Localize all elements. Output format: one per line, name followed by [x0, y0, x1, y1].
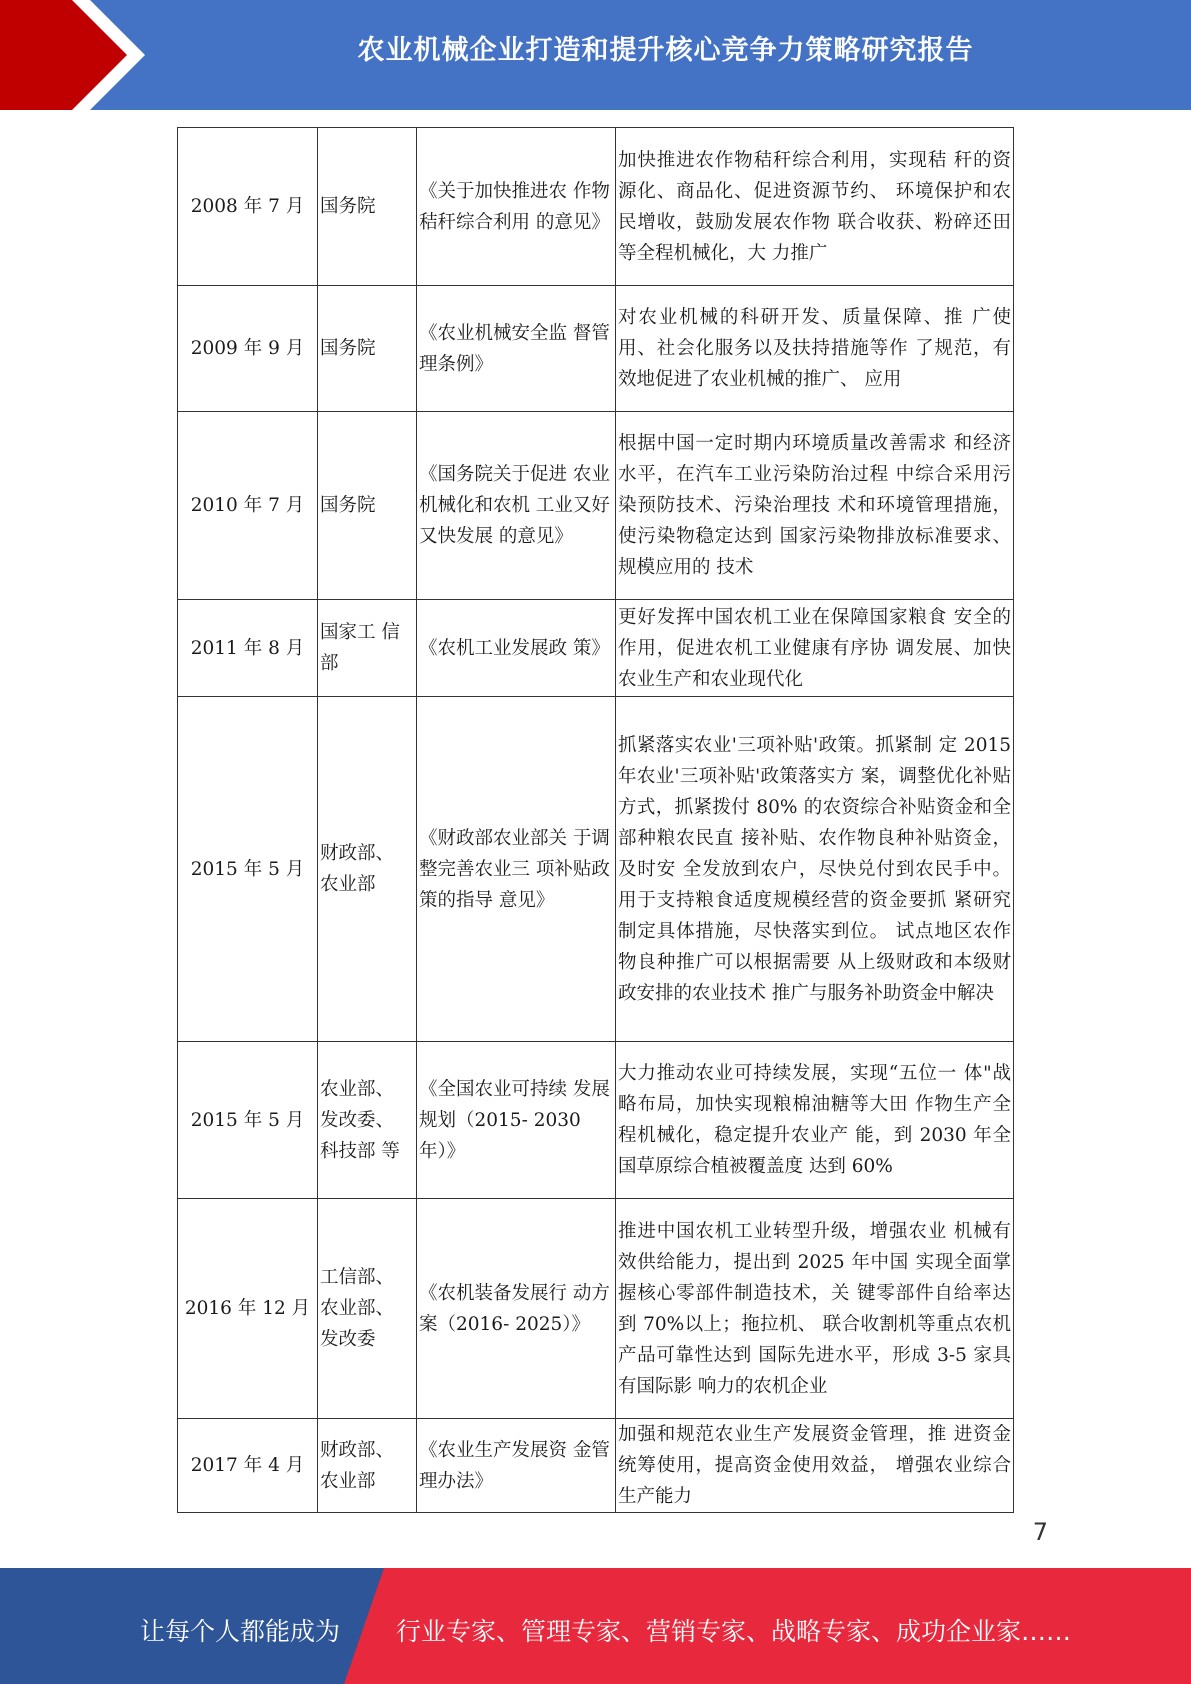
- department-cell: 国务院: [318, 286, 417, 412]
- policy-content-cell: 大力推动农业可持续发展，实现“五位一 体"战略布局，加快实现粮棉油糖等大田 作物生产全程机械化，稳定提升农业产 能，到 2030 年全国草原综合植被覆盖度 达到 60%: [616, 1042, 1014, 1199]
- date-cell: 2015 年 5 月: [178, 1042, 318, 1199]
- date-cell: 2010 年 7 月: [178, 412, 318, 600]
- policy-title-cell: 《关于加快推进农 作物秸秆综合利用 的意见》: [417, 128, 616, 286]
- report-title: 农业机械企业打造和提升核心竞争力策略研究报告: [357, 35, 974, 66]
- table-row: [178, 286, 1014, 412]
- date-cell: 2008 年 7 月: [178, 128, 318, 286]
- department-cell: 工信部、 农业部、 发改委: [318, 1199, 417, 1419]
- date-cell: 2015 年 5 月: [178, 697, 318, 1042]
- table-row: [178, 1042, 1014, 1199]
- page-header: [0, 0, 1191, 110]
- department-cell: 农业部、 发改委、 科技部 等: [318, 1042, 417, 1199]
- policy-table: [177, 127, 1014, 1513]
- policy-table-container: [177, 127, 1013, 1513]
- department-cell: 财政部、 农业部: [318, 1419, 417, 1513]
- table-row: [178, 412, 1014, 600]
- policy-title-cell: 《农业机械安全监 督管理条例》: [417, 286, 616, 412]
- department-cell: 财政部、 农业部: [318, 697, 417, 1042]
- table-row: [178, 1199, 1014, 1419]
- table-row: [178, 1419, 1014, 1513]
- policy-title-cell: 《农机工业发展政 策》: [417, 600, 616, 697]
- date-cell: 2009 年 9 月: [178, 286, 318, 412]
- table-row: [178, 128, 1014, 286]
- policy-title-cell: 《农业生产发展资 金管理办法》: [417, 1419, 616, 1513]
- page-footer: [0, 1568, 1191, 1684]
- policy-title-cell: 《农机装备发展行 动方案（2016- 2025）》: [417, 1199, 616, 1419]
- policy-title-cell: 《全国农业可持续 发展规划（2015- 2030 年）》: [417, 1042, 616, 1199]
- department-cell: 国务院: [318, 412, 417, 600]
- table-row: [178, 600, 1014, 697]
- policy-title-cell: 《国务院关于促进 农业机械化和农机 工业又好又快发展 的意见》: [417, 412, 616, 600]
- page-number: 7: [1032, 1518, 1048, 1546]
- date-cell: 2017 年 4 月: [178, 1419, 318, 1513]
- date-cell: 2011 年 8 月: [178, 600, 318, 697]
- policy-title-cell: 《财政部农业部关 于调整完善农业三 项补贴政策的指导 意见》: [417, 697, 616, 1042]
- footer-slogan-left: 让每个人都能成为: [140, 1617, 341, 1646]
- date-cell: 2016 年 12 月: [178, 1199, 318, 1419]
- policy-content-cell: 推进中国农机工业转型升级，增强农业 机械有效供给能力，提出到 2025 年中国 实现全面掌握核心零部件制造技术，关 键零部件自给率达到 70%以上；拖拉机、 联合收割机等重点农机产品可靠性达到 国际先进水平，形成 3-5 家具有国际影 响力的农机企业: [616, 1199, 1014, 1419]
- policy-content-cell: 根据中国一定时期内环境质量改善需求 和经济水平，在汽车工业污染防治过程 中综合采用污染预防技术、污染治理技 术和环境管理措施，使污染物稳定达到 国家污染物排放标准要求、规模应用的 技术: [616, 412, 1014, 600]
- department-cell: 国务院: [318, 128, 417, 286]
- policy-content-cell: 加强和规范农业生产发展资金管理，推 进资金统筹使用，提高资金使用效益， 增强农业综合生产能力: [616, 1419, 1014, 1513]
- footer-slogan-right: 行业专家、管理专家、营销专家、战略专家、成功企业家……: [396, 1617, 1072, 1646]
- policy-content-cell: 更好发挥中国农机工业在保障国家粮食 安全的作用，促进农机工业健康有序协 调发展、加快农业生产和农业现代化: [616, 600, 1014, 697]
- policy-content-cell: 加快推进农作物秸秆综合利用，实现秸 秆的资源化、商品化、促进资源节约、 环境保护和农民增收，鼓励发展农作物 联合收获、粉碎还田等全程机械化，大 力推广: [616, 128, 1014, 286]
- table-row: [178, 697, 1014, 1042]
- policy-content-cell: 抓紧落实农业'三项补贴'政策。抓紧制 定 2015 年农业'三项补贴'政策落实方 案，调整优化补贴方式，抓紧拨付 80% 的农资综合补贴资金和全部种粮农民直 接补贴、农作物良种补贴资金，及时安 全发放到农户，尽快兑付到农民手中。 用于支持粮食适度规模经营的资金要抓 紧研究制定具体措施，尽快落实到位。 试点地区农作物良种推广可以根据需要 从上级财政和本级财政安排的农业技术 推广与服务补助资金中解决: [616, 697, 1014, 1042]
- policy-content-cell: 对农业机械的科研开发、质量保障、推 广使用、社会化服务以及扶持措施等作 了规范，有效地促进了农业机械的推广、 应用: [616, 286, 1014, 412]
- department-cell: 国家工 信部: [318, 600, 417, 697]
- header-arrow-decoration: [0, 0, 160, 110]
